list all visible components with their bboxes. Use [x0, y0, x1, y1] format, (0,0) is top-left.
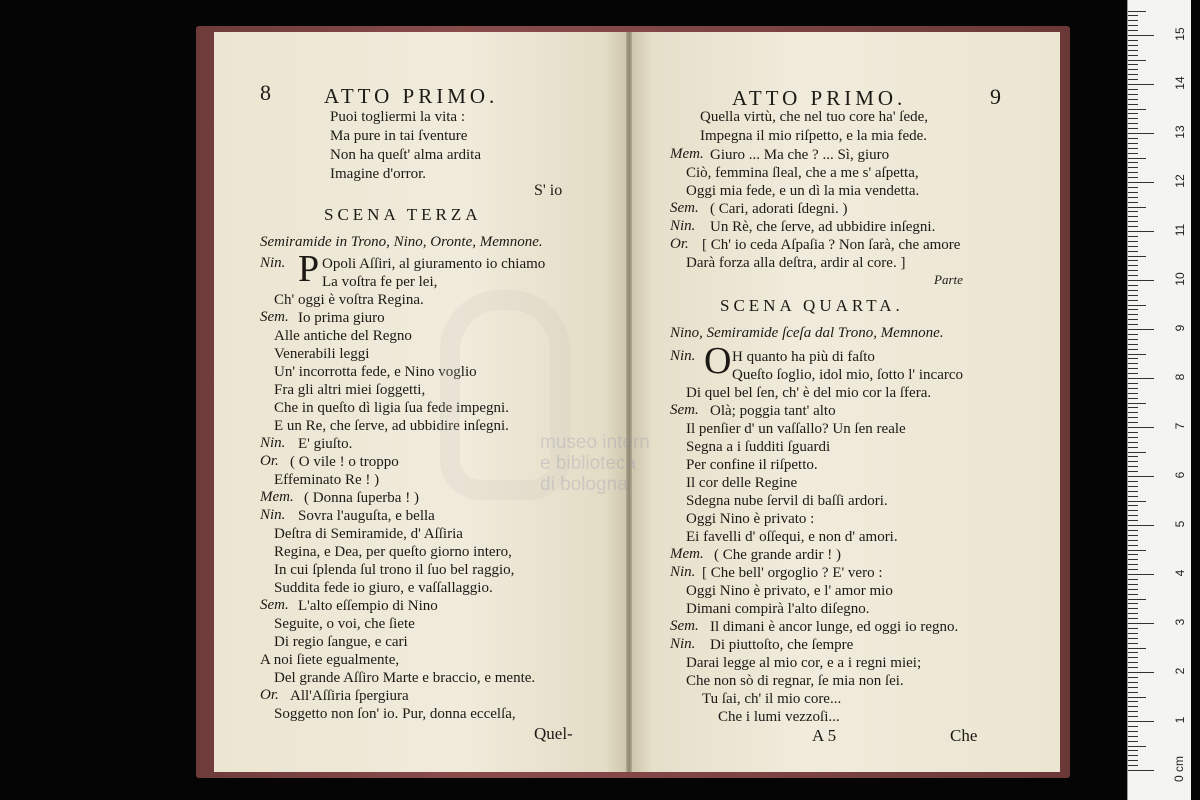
ruler-tick [1128, 746, 1146, 747]
ruler-tick [1128, 118, 1138, 119]
ruler-label: 3 [1173, 618, 1187, 626]
ruler-label: 0 cm [1172, 756, 1186, 783]
speaker-label: Mem. [260, 489, 294, 505]
ruler-tick [1128, 40, 1138, 41]
ruler-tick [1128, 50, 1138, 51]
dialogue-line: Soggetto non ſon' io. Pur, donna eccelſa, [274, 706, 516, 722]
ruler-tick [1128, 476, 1154, 477]
ruler-label: 15 [1173, 27, 1187, 41]
ruler-label: 13 [1173, 125, 1187, 139]
ruler-tick [1128, 545, 1138, 546]
ruler-tick [1128, 182, 1154, 183]
speaker-label: Nin. [670, 218, 696, 234]
ruler-tick [1128, 427, 1154, 428]
ruler-tick [1128, 216, 1138, 217]
dialogue-line: [ Ch' io ceda Aſpaſia ? Non ſarà, che amore [702, 237, 961, 253]
ruler-tick [1128, 760, 1138, 761]
dialogue-line: La voſtra fe per lei, [322, 274, 438, 290]
ruler-tick [1128, 354, 1146, 355]
ruler-tick [1128, 657, 1138, 658]
ruler-tick [1128, 706, 1138, 707]
dialogue-line: Queſto ſoglio, idol mio, ſotto l' incarco [732, 367, 964, 383]
dialogue-line: [ Che bell' orgoglio ? E' vero : [702, 565, 883, 581]
ruler-tick [1128, 300, 1138, 301]
fragment-line: S' io [534, 182, 563, 199]
ruler-tick [1128, 648, 1146, 649]
ruler-tick [1128, 236, 1138, 237]
dropcap: P [298, 248, 320, 290]
ruler-tick [1128, 270, 1138, 271]
dialogue-line: E un Re, che ſerve, ad ubbidire inſegni. [274, 418, 509, 434]
ruler-tick [1128, 452, 1146, 453]
ruler-tick [1128, 530, 1138, 531]
catchword: Che [950, 726, 978, 745]
speaker-label: Nin. [670, 564, 696, 580]
speaker-label: Sem. [670, 402, 699, 418]
dialogue-line: Il dimani è ancor lunge, ed oggi io regno. [710, 619, 959, 635]
ruler-tick [1128, 510, 1138, 511]
ruler-tick [1128, 285, 1138, 286]
ruler-tick [1128, 623, 1154, 624]
ruler-tick [1128, 94, 1138, 95]
ruler-tick [1128, 736, 1138, 737]
ruler-tick [1128, 388, 1138, 389]
ruler-tick [1128, 505, 1138, 506]
ruler-tick [1128, 334, 1138, 335]
verse-line: Ma pure in tai ſventure [330, 128, 468, 144]
verse-line: Puoi togliermi la vita : [330, 109, 465, 125]
ruler-tick [1128, 613, 1138, 614]
ruler-tick [1128, 491, 1138, 492]
dialogue-line: Regina, e Dea, per queſto giorno intero, [274, 544, 512, 560]
dialogue-line: Di quel bel ſen, ch' è del mio cor la ſfera. [686, 385, 932, 401]
dialogue-line: ( O vile ! o troppo [290, 454, 399, 470]
ruler-tick [1128, 123, 1138, 124]
speaker-label: Sem. [260, 309, 289, 325]
dialogue-line: Per confine il riſpetto. [686, 457, 818, 473]
dialogue-line: Venerabili leggi [274, 346, 370, 362]
ruler-tick [1128, 290, 1138, 291]
ruler-tick [1128, 35, 1154, 36]
ruler-tick [1128, 339, 1138, 340]
ruler-label: 4 [1173, 569, 1187, 577]
ruler-tick [1128, 501, 1146, 502]
dialogue-line: Ciò, femmina ſleal, che a me s' aſpetta, [686, 165, 919, 181]
scene-title: SCENA QUARTA. [720, 296, 904, 315]
ruler-tick [1128, 515, 1138, 516]
ruler-tick [1128, 682, 1138, 683]
ruler-tick [1128, 701, 1138, 702]
ruler-tick [1128, 275, 1138, 276]
stamp-line: e biblioteca [540, 453, 637, 474]
dialogue-line: Fra gli altri miei ſoggetti, [274, 382, 426, 398]
page-number: 9 [990, 84, 1001, 109]
ruler-tick [1128, 633, 1138, 634]
scene-title: SCENA TERZA [324, 205, 482, 224]
ruler-tick [1128, 99, 1138, 100]
ruler-label: 12 [1173, 174, 1187, 188]
ruler-tick [1128, 109, 1146, 110]
dropcap: O [704, 340, 732, 382]
ruler-tick [1128, 755, 1138, 756]
ruler-tick [1128, 207, 1146, 208]
ruler-tick [1128, 349, 1138, 350]
dialogue-line: Opoli Aſſiri, al giuramento io chiamo [322, 256, 546, 272]
ruler-tick [1128, 594, 1138, 595]
ruler-label: 2 [1173, 667, 1187, 675]
ruler-tick [1128, 638, 1138, 639]
catchword: Quel- [534, 724, 573, 743]
ruler-tick [1128, 667, 1138, 668]
ruler-tick [1128, 187, 1138, 188]
ruler-tick [1128, 89, 1138, 90]
ruler-tick [1128, 403, 1146, 404]
ruler-tick [1128, 211, 1138, 212]
ruler-label: 9 [1173, 324, 1187, 332]
ruler-tick [1128, 256, 1146, 257]
stamp-line: di bologna [540, 474, 628, 495]
ruler-tick [1128, 432, 1138, 433]
ruler-tick [1128, 550, 1146, 551]
speaker-label: Mem. [670, 546, 704, 562]
running-head: ATTO PRIMO. [324, 84, 499, 108]
ruler-tick [1128, 525, 1154, 526]
ruler-tick [1128, 540, 1138, 541]
ruler-tick [1128, 246, 1138, 247]
ruler-tick [1128, 618, 1138, 619]
speaker-label: Or. [260, 453, 279, 469]
speaker-label: Or. [260, 687, 279, 703]
ruler-tick [1128, 133, 1154, 134]
ruler-tick [1128, 295, 1138, 296]
ruler-tick [1128, 569, 1138, 570]
dialogue-line: Ei favelli d' oſſequi, e non d' amori. [686, 529, 898, 545]
dialogue-line: Il cor delle Regine [686, 475, 798, 491]
dialogue-line: Seguite, o voi, che ſiete [274, 616, 415, 632]
speaker-label: Or. [670, 236, 689, 252]
ruler-label: 14 [1173, 76, 1187, 90]
stamp-line: museo intern [540, 432, 650, 453]
ruler-tick [1128, 584, 1138, 585]
ruler-tick [1128, 456, 1138, 457]
ruler-tick [1128, 74, 1138, 75]
ruler-tick [1128, 20, 1138, 21]
ruler-tick [1128, 442, 1138, 443]
measuring-ruler [1127, 0, 1191, 800]
dialogue-line: Olà; poggia tant' alto [710, 403, 836, 419]
ruler-tick [1128, 162, 1138, 163]
ruler-tick [1128, 363, 1138, 364]
page-number: 8 [260, 80, 271, 105]
ruler-tick [1128, 496, 1138, 497]
ruler-tick [1128, 750, 1138, 751]
ruler-tick [1128, 241, 1138, 242]
ruler-tick [1128, 643, 1138, 644]
ruler-tick [1128, 574, 1154, 575]
dialogue-line: Effeminato Re ! ) [274, 472, 380, 488]
ruler-tick [1128, 128, 1138, 129]
ruler-tick [1128, 197, 1138, 198]
ruler-tick [1128, 60, 1146, 61]
dialogue-line: Darai legge al mio cor, e a i regni miei; [686, 655, 922, 671]
ruler-tick [1128, 15, 1138, 16]
ruler-tick [1128, 167, 1138, 168]
speaker-label: Sem. [670, 618, 699, 634]
ruler-tick [1128, 314, 1138, 315]
dialogue-line: ( Che grande ardir ! ) [714, 547, 842, 563]
ruler-tick [1128, 104, 1138, 105]
dialogue-line: Oggi mia fede, e un dì la mia vendetta. [686, 183, 920, 199]
dialogue-line: ( Donna ſuperba ! ) [304, 490, 419, 506]
ruler-tick [1128, 417, 1138, 418]
ruler-tick [1128, 30, 1138, 31]
ruler-tick [1128, 11, 1146, 12]
ruler-tick [1128, 471, 1138, 472]
speaker-label: Nin. [670, 348, 696, 364]
dialogue-line: Sovra l'auguſta, e bella [298, 508, 435, 524]
speaker-label: Nin. [260, 507, 286, 523]
ruler-label: 5 [1173, 520, 1187, 528]
left-page [214, 32, 626, 772]
ruler-tick [1128, 486, 1138, 487]
dialogue-line: Che in queſto dì ligia ſua fede impegni. [274, 400, 509, 416]
dialogue-line: Il penſier d' un vaſſallo? Un ſen reale [686, 421, 906, 437]
ruler-tick [1128, 559, 1138, 560]
ruler-tick [1128, 309, 1138, 310]
cast-list: Semiramide in Trono, Nino, Oronte, Memnone. [260, 234, 543, 250]
dialogue-line: Un' incorrotta fede, e Nino voglio [274, 364, 477, 380]
ruler-label: 7 [1173, 422, 1187, 430]
ruler-tick [1128, 711, 1138, 712]
ruler-tick [1128, 319, 1138, 320]
speaker-label: Sem. [670, 200, 699, 216]
dialogue-line: A noi ſiete egualmente, [260, 652, 400, 668]
ruler-tick [1128, 358, 1138, 359]
dialogue-line: Di regio ſangue, e cari [274, 634, 408, 650]
stage-direction: Parte [934, 272, 963, 287]
ruler-tick [1128, 172, 1138, 173]
ruler-tick [1128, 466, 1138, 467]
ruler-tick [1128, 177, 1138, 178]
dialogue-line: Suddita fede io giuro, e vaſſallaggio. [274, 580, 493, 596]
ruler-tick [1128, 64, 1138, 65]
ruler-label: 6 [1173, 471, 1187, 479]
ruler-tick [1128, 398, 1138, 399]
ruler-tick [1128, 726, 1138, 727]
dialogue-line: H quanto ha più di faſto [732, 349, 875, 365]
ruler-tick [1128, 481, 1138, 482]
ruler-tick [1128, 692, 1138, 693]
ruler-tick [1128, 662, 1138, 663]
dialogue-line: In cui ſplenda ſul trono il ſuo bel raggio, [274, 562, 515, 578]
ruler-tick [1128, 324, 1138, 325]
ruler-tick [1128, 138, 1138, 139]
ruler-tick [1128, 628, 1138, 629]
ruler-tick [1128, 447, 1138, 448]
dialogue-line: Tu ſai, ch' il mio core... [702, 691, 842, 707]
ruler-tick [1128, 599, 1146, 600]
ruler-tick [1128, 329, 1154, 330]
dialogue-line: All'Aſſiria ſpergiura [290, 688, 409, 704]
ruler-tick [1128, 202, 1138, 203]
dialogue-line: Del grande Aſſiro Marte e braccio, e mente. [274, 670, 536, 686]
signature-mark: A 5 [812, 726, 837, 745]
speaker-label: Nin. [670, 636, 696, 652]
ruler-tick [1128, 697, 1146, 698]
ruler-tick [1128, 520, 1138, 521]
ruler-tick [1128, 383, 1138, 384]
speaker-label: Nin. [260, 255, 286, 271]
ruler-label: 1 [1173, 716, 1187, 724]
ruler-tick [1128, 251, 1138, 252]
ruler-tick [1128, 731, 1138, 732]
ruler-tick [1128, 79, 1138, 80]
ruler-tick [1128, 143, 1138, 144]
ruler-tick [1128, 153, 1138, 154]
ruler-tick [1128, 344, 1138, 345]
ruler-tick [1128, 148, 1138, 149]
ruler-tick [1128, 770, 1154, 771]
ruler-tick [1128, 741, 1138, 742]
verse-line: Impegna il mio riſpetto, e la mia fede. [700, 128, 928, 144]
verse-line: Imagine d'orror. [330, 166, 427, 182]
dialogue-line: Oggi Nino è privato : [686, 511, 815, 527]
dialogue-line: Segna a i ſudditi ſguardi [686, 439, 831, 455]
speaker-label: Nin. [260, 435, 286, 451]
ruler-tick [1128, 265, 1138, 266]
dialogue-line: Io prima giuro [298, 310, 385, 326]
ruler-tick [1128, 69, 1138, 70]
ruler-tick [1128, 652, 1138, 653]
ruler-tick [1128, 672, 1154, 673]
ruler-label: 10 [1173, 272, 1187, 286]
ruler-tick [1128, 589, 1138, 590]
ruler-tick [1128, 437, 1138, 438]
dialogue-line: Giuro ... Ma che ? ... Sì, giuro [710, 147, 890, 163]
dialogue-line: L'alto eſſempio di Nino [298, 598, 438, 614]
ruler-tick [1128, 113, 1138, 114]
dialogue-line: E' giuſto. [298, 436, 353, 452]
ruler-tick [1128, 407, 1138, 408]
ruler-label: 11 [1173, 223, 1187, 237]
ruler-tick [1128, 535, 1138, 536]
dialogue-line: Deſtra di Semiramide, d' Aſſiria [274, 526, 463, 542]
dialogue-line: Di piuttoſto, che ſempre [710, 637, 854, 653]
dialogue-line: Darà forza alla deſtra, ardir al core. ] [686, 255, 906, 271]
ruler-tick [1128, 158, 1146, 159]
ruler-tick [1128, 603, 1138, 604]
ruler-tick [1128, 687, 1138, 688]
ruler-tick [1128, 677, 1138, 678]
ruler-tick [1128, 280, 1154, 281]
ruler-tick [1128, 226, 1138, 227]
ruler-tick [1128, 721, 1154, 722]
dialogue-line: Che i lumi vezzoſi... [718, 709, 840, 725]
ruler-tick [1128, 55, 1138, 56]
ruler-tick [1128, 305, 1146, 306]
ruler-tick [1128, 765, 1138, 766]
dialogue-line: Dimani compirà l'alto diſegno. [686, 601, 870, 617]
ruler-tick [1128, 260, 1138, 261]
speaker-label: Mem. [670, 146, 704, 162]
ruler-tick [1128, 461, 1138, 462]
dialogue-line: ( Cari, adorati ſdegni. ) [710, 201, 848, 217]
ruler-tick [1128, 25, 1138, 26]
ruler-tick [1128, 368, 1138, 369]
speaker-label: Sem. [260, 597, 289, 613]
verse-line: Non ha queſt' alma ardita [330, 147, 481, 163]
ruler-tick [1128, 412, 1138, 413]
ruler-tick [1128, 192, 1138, 193]
cast-list: Nino, Semiramide ſceſa dal Trono, Memnone. [670, 325, 944, 341]
dialogue-line: Oggi Nino è privato, e l' amor mio [686, 583, 893, 599]
ruler-tick [1128, 45, 1138, 46]
ruler-tick [1128, 608, 1138, 609]
verse-line: Quella virtù, che nel tuo core ha' ſede, [700, 109, 929, 125]
dialogue-line: Alle antiche del Regno [274, 328, 412, 344]
ruler-label: 8 [1173, 373, 1187, 381]
ruler-tick [1128, 564, 1138, 565]
ruler-tick [1128, 231, 1154, 232]
dialogue-line: Un Rè, che ſerve, ad ubbidire inſegni. [710, 219, 936, 235]
dialogue-line: Che non sò di regnar, ſe mia non ſei. [686, 673, 904, 689]
ruler-tick [1128, 84, 1154, 85]
ruler-tick [1128, 221, 1138, 222]
dialogue-line: Sdegna nube ſervil di baſſi ardori. [686, 493, 888, 509]
ruler-tick [1128, 373, 1138, 374]
right-page [632, 32, 1060, 772]
ruler-tick [1128, 716, 1138, 717]
ruler-tick [1128, 422, 1138, 423]
ruler-tick [1128, 378, 1154, 379]
dialogue-line: Ch' oggi è voſtra Regina. [274, 292, 424, 308]
ruler-tick [1128, 554, 1138, 555]
ruler-tick [1128, 579, 1138, 580]
running-head: ATTO PRIMO. [732, 86, 907, 110]
ruler-tick [1128, 393, 1138, 394]
